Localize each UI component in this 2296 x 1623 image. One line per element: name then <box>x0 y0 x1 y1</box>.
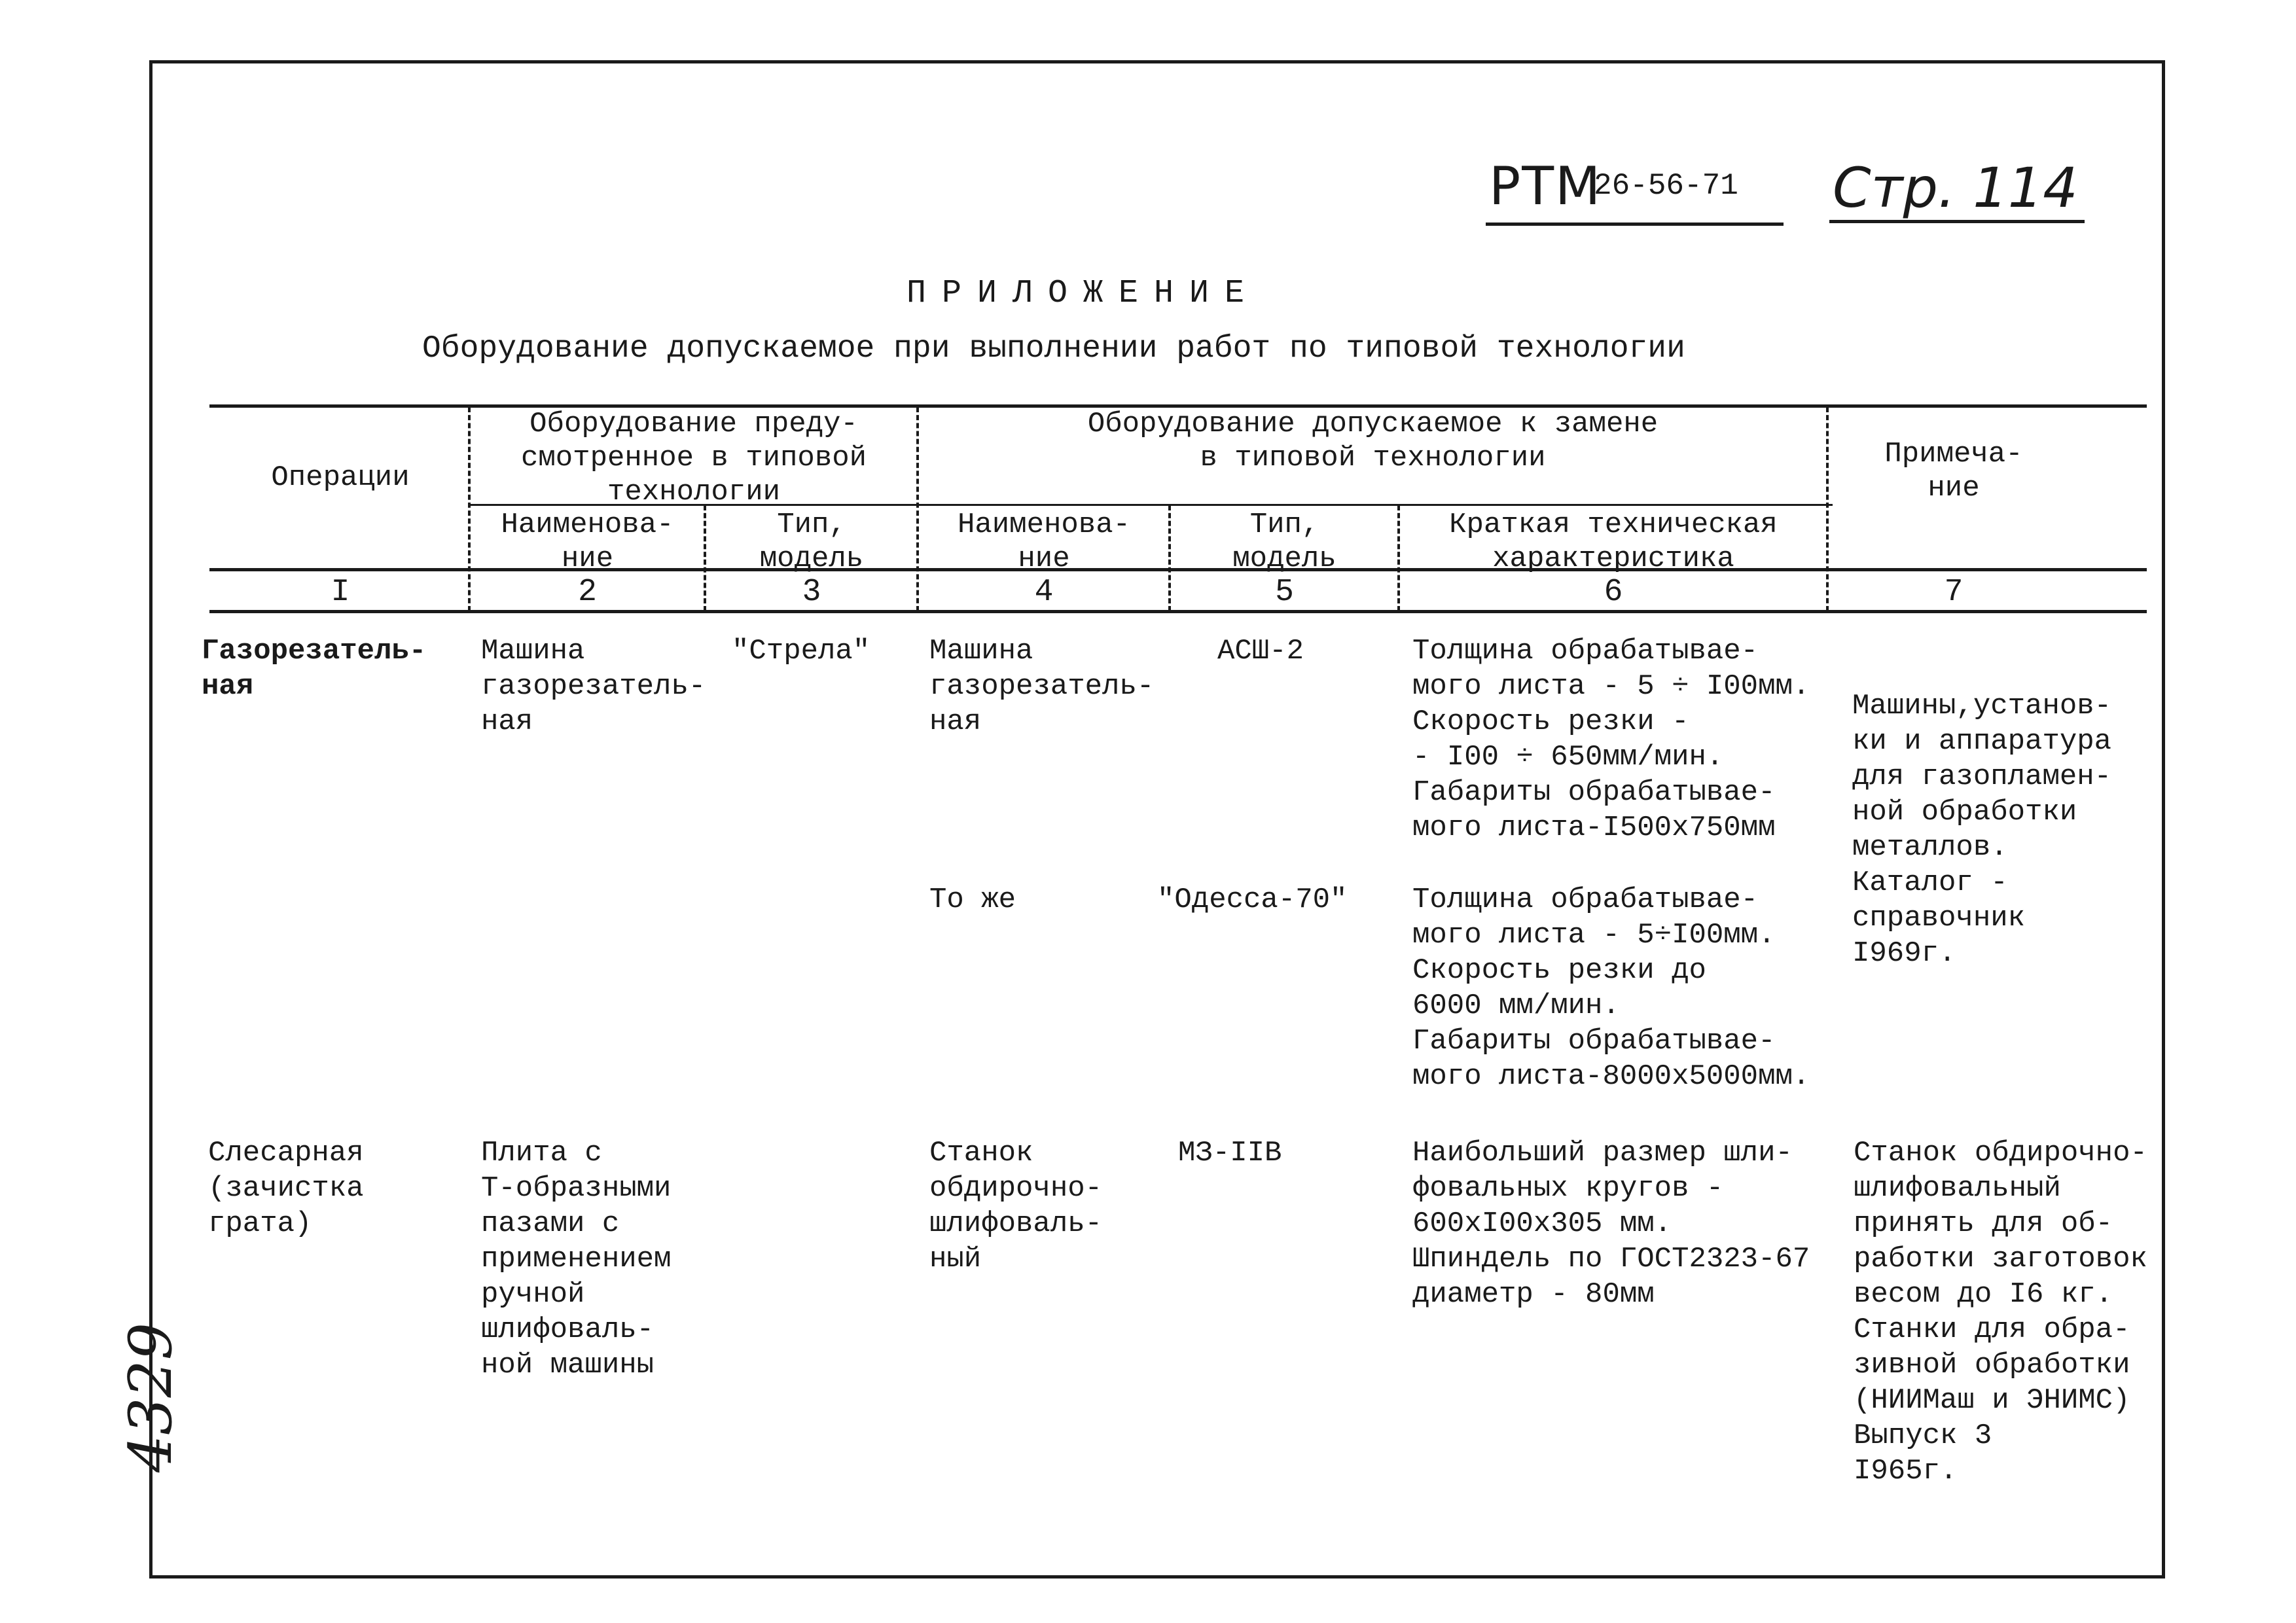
appendix-heading: ПРИЛОЖЕНИЕ <box>906 275 1261 312</box>
header-type-3: Тип, модель <box>759 508 864 575</box>
row3-notes: Станок обдирочно- шлифовальный принять для об- работки заготовок весом до I6 кг. Станки для обра- зивной обработки (НИИМаш и ЭНИМС) Выпуск 3 I965г. <box>1854 1137 2147 1488</box>
row2-allowed-type: "Одесса-70" <box>1157 883 1348 916</box>
page-number: Стр. 114 <box>1833 156 2078 220</box>
header-allowed-equipment: Оборудование допускаемое к замене в типовой технологии <box>1087 408 1659 474</box>
col-sep-3 <box>916 407 919 611</box>
row1-allowed-type: АСШ-2 <box>1217 635 1304 668</box>
row1-characteristics: Толщина обрабатывае- мого листа - 5 ÷ I00мм. Скорость резки - - I00 ÷ 650мм/мин. Габариты обрабатывае- мого листа-I500х750мм <box>1412 635 1810 844</box>
header-provided-equipment: Оборудование преду- смотренное в типовой технологии <box>520 408 867 508</box>
row1-allowed-name: Машина газорезатель- ная <box>929 635 1155 738</box>
row3-allowed-type: МЗ-IIВ <box>1178 1137 1282 1169</box>
row3-operation: Слесарная (зачистка грата) <box>208 1137 364 1240</box>
header-type-5: Тип, модель <box>1232 508 1336 575</box>
row3-provided-name: Плита с Т-образными пазами с применением ручной шлифоваль- ной машины <box>481 1137 672 1382</box>
row3-allowed-name: Станок обдирочно- шлифоваль- ный <box>929 1137 1103 1275</box>
margin-handwritten-number: 4329 <box>117 1322 185 1472</box>
header-characteristics-6: Краткая техническая характеристика <box>1449 508 1778 575</box>
row3-characteristics: Наибольший размер шли- фовальных кругов - 600хI00х305 мм. Шпиндель по ГОСТ2323-67 диаметр - 80мм <box>1412 1137 1810 1311</box>
doc-code: РТМ <box>1489 156 1602 217</box>
column-number: 4 <box>1034 575 1054 610</box>
row1-provided-name: Машина газорезатель- ная <box>481 635 706 738</box>
header-name-2: Наименова- ние <box>501 508 674 575</box>
header-name-4: Наименова- ние <box>957 508 1131 575</box>
col-sep-6 <box>1826 407 1829 611</box>
header-operations: Операции <box>271 461 410 494</box>
row1-provided-type: "Стрела" <box>732 635 870 668</box>
row2-allowed-name: То же <box>929 883 1016 916</box>
column-number: 7 <box>1944 575 1964 610</box>
column-number: I <box>331 575 350 610</box>
page-number-underline <box>1829 220 2085 223</box>
row1-notes: Машины,установ- ки и аппаратура для газопламен- ной обработки металлов. Каталог - справочник I969г. <box>1852 690 2112 970</box>
column-number: 3 <box>802 575 821 610</box>
table-subtitle: Оборудование допускаемое при выполнении работ по типовой технологии <box>422 331 1685 366</box>
doc-number: 26-56-71 <box>1594 169 1738 203</box>
col-sep-1 <box>468 407 471 611</box>
header-notes: Примеча- ние <box>1884 438 2023 505</box>
row1-operation: Газорезатель- ная <box>202 635 427 703</box>
numbers-bottom-rule <box>209 610 2147 613</box>
col-sep-5 <box>1397 505 1400 611</box>
row2-characteristics: Толщина обрабатывае- мого листа - 5÷I00мм. Скорость резки до 6000 мм/мин. Габариты обрабатывае- мого листа-8000х5000мм. <box>1412 883 1810 1093</box>
col-sep-4 <box>1168 505 1171 611</box>
column-number: 2 <box>578 575 597 610</box>
column-number: 6 <box>1604 575 1623 610</box>
doc-code-underline <box>1486 223 1784 226</box>
col-sep-2 <box>704 505 706 611</box>
column-number: 5 <box>1275 575 1294 610</box>
